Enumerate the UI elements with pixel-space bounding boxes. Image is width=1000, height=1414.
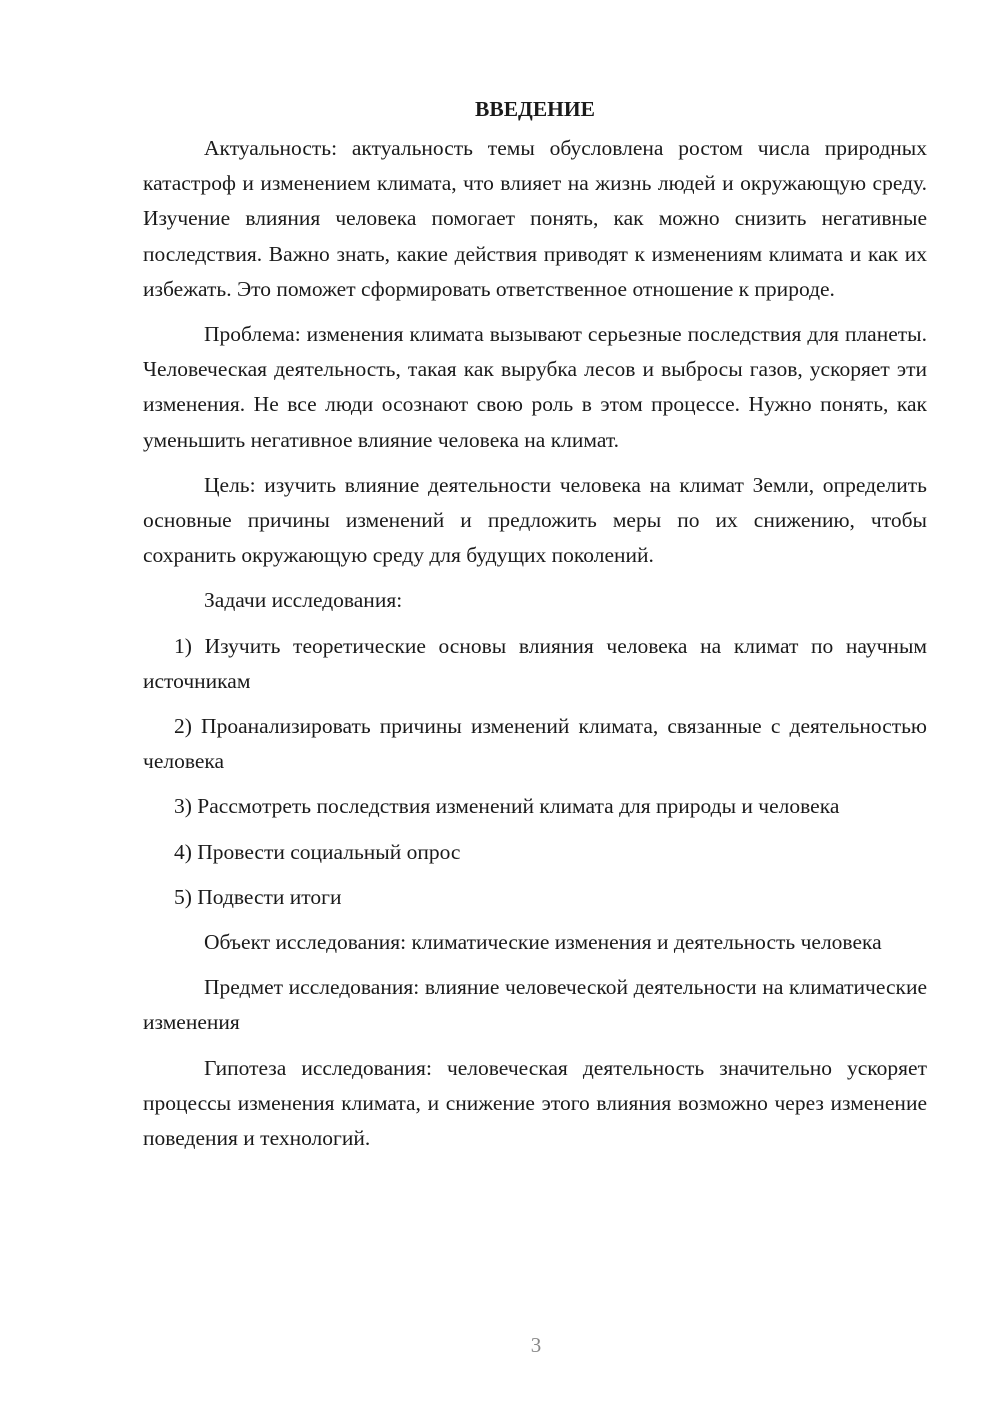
paragraph-research-object: Объект исследования: климатические изменения и деятельность человека <box>204 930 882 955</box>
task-item: 1) Изучить теоретические основы влияния человека на климат по научным источникам <box>143 633 927 693</box>
paragraph-goal: Цель: изучить влияние деятельности человека на климат Земли, определить основные причины изменений и предложить меры по их снижению, чтобы сохранить окружающую среду для будущих поколений. <box>143 472 927 568</box>
section-title: ВВЕДЕНИЕ <box>475 97 595 121</box>
task-item: 2) Проанализировать причины изменений климата, связанные с деятельностью человека <box>143 714 927 774</box>
paragraph-relevance: Актуальность: актуальность темы обусловлена ростом числа природных катастроф и изменением климата, что влияет на жизнь людей и окружающую среду. Изучение влияния человека помогает понять, как можно снизить негативные последствия. Важно знать, какие действия приводят к изменениям климата и как их избежать. Это поможет сформировать ответственное отношение к природе. <box>143 136 927 301</box>
task-item: 3) Рассмотреть последствия изменений климата для природы и человека <box>174 794 840 819</box>
task-item: 4) Провести социальный опрос <box>174 839 461 864</box>
paragraph-problem: Проблема: изменения климата вызывают серьезные последствия для планеты. Человеческая деятельность, такая как вырубка лесов и выбросы газов, ускоряет эти изменения. Не все люди осознают свою роль в этом процессе. Нужно понять, как уменьшить негативное влияние человека на климат. <box>143 322 927 452</box>
tasks-heading: Задачи исследования: <box>204 588 403 613</box>
page-number: 3 <box>530 1333 542 1357</box>
paragraph-research-subject: Предмет исследования: влияние человеческой деятельности на климатические изменения <box>143 975 927 1035</box>
task-item: 5) Подвести итоги <box>174 884 342 909</box>
document-page <box>143 92 927 1166</box>
paragraph-hypothesis: Гипотеза исследования: человеческая деятельность значительно ускоряет процессы изменения климата, и снижение этого влияния возможно через изменение поведения и технологий. <box>143 1055 927 1151</box>
